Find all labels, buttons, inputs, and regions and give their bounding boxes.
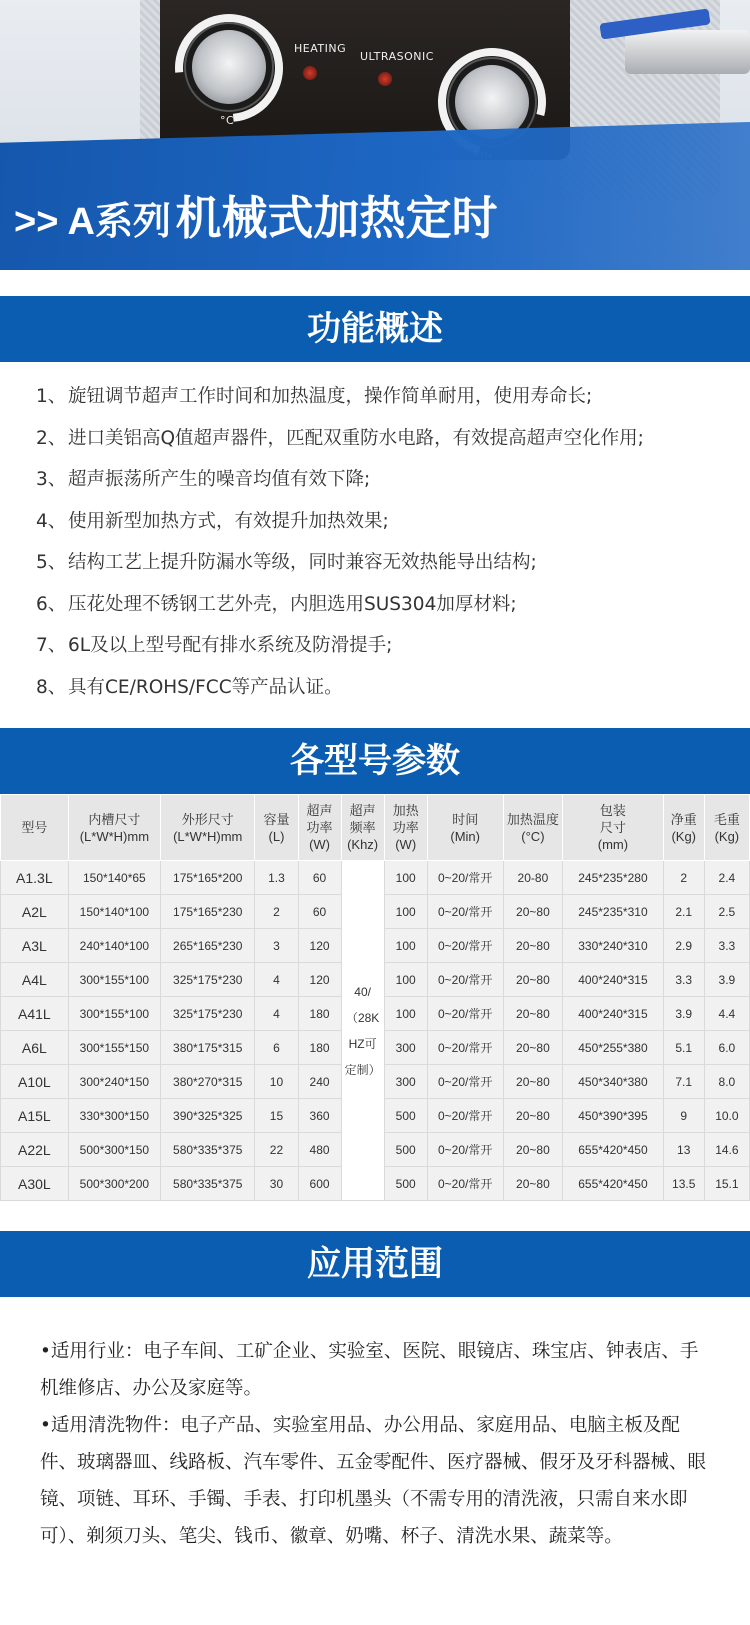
table-cell: 6.0 [704,1031,749,1065]
feature-text: 具有CE/ROHS/FCC等产品认证。 [68,676,343,698]
feature-item [36,507,750,549]
table-cell: 300*155*100 [68,997,160,1031]
table-cell: 120 [298,963,341,997]
table-cell: 4 [255,997,298,1031]
table-cell: 655*420*450 [563,1133,664,1167]
feature-number: 2、 [36,427,67,449]
table-cell: 0~20/常开 [427,861,503,895]
model-cell: A30L [1,1167,69,1201]
feature-item [36,673,750,715]
applications-heading: 应用范围 [0,1231,750,1297]
table-cell: 20~80 [503,1133,563,1167]
table-cell: 0~20/常开 [427,1099,503,1133]
table-cell: 300*240*150 [68,1065,160,1099]
table-header-cell: 超声 功率 (W) [298,795,341,861]
table-cell: 30 [255,1167,298,1201]
feature-text: 结构工艺上提升防漏水等级，同时兼容无效热能导出结构; [68,552,537,573]
features-heading: 功能概述 [0,296,750,362]
table-header-cell: 净重 (Kg) [663,795,704,861]
table-cell: 500*300*150 [68,1133,160,1167]
temperature-unit-label: °C [220,114,235,127]
table-cell: 380*175*315 [161,1031,255,1065]
table-cell: 20~80 [503,895,563,929]
table-cell: 240 [298,1065,341,1099]
table-cell: 3 [255,929,298,963]
table-cell: 3.3 [704,929,749,963]
table-cell: 500 [384,1099,427,1133]
table-cell: 15.1 [704,1167,749,1201]
table-cell: 2 [255,895,298,929]
hero-banner [0,0,750,270]
table-cell: 150*140*65 [68,861,160,895]
table-cell: 20~80 [503,1099,563,1133]
table-cell: 20~80 [503,1167,563,1201]
table-cell: 500*300*200 [68,1167,160,1201]
table-cell: 450*390*395 [563,1099,664,1133]
table-cell: 0~20/常开 [427,895,503,929]
table-cell: 180 [298,997,341,1031]
table-cell: 500 [384,1167,427,1201]
feature-number: 5、 [36,552,67,573]
table-cell: 325*175*230 [161,963,255,997]
features-list [0,362,750,728]
ultrasonic-indicator-lamp [378,72,392,86]
table-cell: 22 [255,1133,298,1167]
table-header-row [1,795,750,861]
spacer [0,270,750,296]
feature-text: 6L及以上型号配有排水系统及防滑提手; [68,635,393,656]
temperature-knob [192,30,266,104]
feature-item [36,631,750,673]
feature-text: 使用新型加热方式，有效提升加热效果; [68,510,389,532]
model-cell: A4L [1,963,69,997]
table-cell: 500 [384,1133,427,1167]
table-cell: 0~20/常开 [427,1167,503,1201]
feature-number: 4、 [36,510,67,532]
table-cell: 15 [255,1099,298,1133]
table-header-cell: 时间 (Min) [427,795,503,861]
table-cell: 100 [384,861,427,895]
table-cell: 5.1 [663,1031,704,1065]
feature-number: 6、 [36,593,67,615]
table-cell: 20~80 [503,1065,563,1099]
table-cell: 390*325*325 [161,1099,255,1133]
table-cell: 330*240*310 [563,929,664,963]
table-cell: 380*270*315 [161,1065,255,1099]
params-table [0,794,750,1201]
table-cell: 1.3 [255,861,298,895]
heating-label: HEATING [294,42,347,55]
table-cell: 100 [384,895,427,929]
application-item: •适用行业：电子车间、工矿企业、实验室、医院、眼镜店、珠宝店、钟表店、手机维修店、办公及家庭等。 [40,1341,699,1399]
feature-item [36,548,750,590]
table-cell: 0~20/常开 [427,997,503,1031]
table-cell: 10.0 [704,1099,749,1133]
feature-text: 超声振荡所产生的噪音均值有效下降; [68,469,371,490]
table-row [1,861,750,895]
feature-number: 7、 [36,635,67,656]
table-cell: 9 [663,1099,704,1133]
table-cell: 10 [255,1065,298,1099]
table-header-cell: 毛重 (Kg) [704,795,749,861]
table-cell: 8.0 [704,1065,749,1099]
feature-number: 8、 [36,676,67,698]
table-cell: 330*300*150 [68,1099,160,1133]
table-cell: 300 [384,1031,427,1065]
table-header-cell: 内槽尺寸 (L*W*H)mm [68,795,160,861]
drain-valve-image [625,30,750,74]
table-cell: 2.5 [704,895,749,929]
table-cell: 400*240*315 [563,997,664,1031]
table-header-cell: 型号 [1,795,69,861]
table-cell: 20~80 [503,929,563,963]
table-cell: 4.4 [704,997,749,1031]
table-cell: 3.3 [663,963,704,997]
table-cell: 20~80 [503,1031,563,1065]
hero-title-prefix: >> A系列 [14,201,171,243]
table-cell: 0~20/常开 [427,929,503,963]
feature-text: 压花处理不锈钢工艺外壳，内胆选用SUS304加厚材料; [68,593,517,615]
model-cell: A3L [1,929,69,963]
feature-text: 旋钮调节超声工作时间和加热温度，操作简单耐用，使用寿命长; [68,386,593,407]
feature-text: 进口美铝高Q值超声器件，匹配双重防水电路，有效提高超声空化作用; [68,427,644,449]
applications-list [0,1297,750,1555]
table-cell: 450*255*380 [563,1031,664,1065]
model-cell: A6L [1,1031,69,1065]
model-cell: A22L [1,1133,69,1167]
table-cell: 20-80 [503,861,563,895]
hero-title [14,182,497,248]
table-cell: 3.9 [704,963,749,997]
table-cell: 2.9 [663,929,704,963]
table-cell: 120 [298,929,341,963]
table-cell: 300*155*100 [68,963,160,997]
feature-number: 1、 [36,386,67,407]
table-cell: 60 [298,861,341,895]
feature-item [36,590,750,632]
hero-title-main: 机械式加热定时 [175,192,498,244]
table-cell: 450*340*380 [563,1065,664,1099]
ultrasonic-label: ULTRASONIC [360,50,434,63]
table-cell: 360 [298,1099,341,1133]
table-header-cell: 超声 频率 (Khz) [341,795,384,861]
table-cell: 2 [663,861,704,895]
table-cell: 13.5 [663,1167,704,1201]
table-cell: 0~20/常开 [427,1065,503,1099]
feature-item [36,465,750,507]
table-cell: 580*335*375 [161,1133,255,1167]
table-header-cell: 加热温度 (°C) [503,795,563,861]
table-cell: 4 [255,963,298,997]
table-body [1,861,750,1201]
feature-number: 3、 [36,469,67,490]
table-cell: 2.1 [663,895,704,929]
table-header-cell: 外形尺寸 (L*W*H)mm [161,795,255,861]
heating-indicator-lamp [303,66,317,80]
table-header-cell: 加热 功率 (W) [384,795,427,861]
table-cell: 3.9 [663,997,704,1031]
application-item: •适用清洗物件：电子产品、实验室用品、办公用品、家庭用品、电脑主板及配件、玻璃器皿、线路板、汽车零件、五金零配件、医疗器械、假牙及牙科器械、眼镜、项链、耳环、手镯、手表、打印机墨头（不需专用的清洗液，只需自来水即可）、剃须刀头、笔尖、钱币、徽章、奶嘴、杯子、清洗水果、蔬菜等。 [40,1415,707,1547]
table-cell: 265*165*230 [161,929,255,963]
table-cell: 175*165*200 [161,861,255,895]
table-cell: 245*235*310 [563,895,664,929]
table-cell: 480 [298,1133,341,1167]
table-cell: 300 [384,1065,427,1099]
timer-knob [455,65,529,139]
feature-item [36,424,750,466]
table-cell: 100 [384,963,427,997]
table-cell: 7.1 [663,1065,704,1099]
table-cell: 100 [384,929,427,963]
table-cell: 180 [298,1031,341,1065]
table-cell: 60 [298,895,341,929]
table-cell: 600 [298,1167,341,1201]
table-header-cell: 容量 (L) [255,795,298,861]
table-cell: 400*240*315 [563,963,664,997]
model-cell: A2L [1,895,69,929]
table-cell: 20~80 [503,963,563,997]
feature-item [36,382,750,424]
model-cell: A1.3L [1,861,69,895]
table-cell: 150*140*100 [68,895,160,929]
table-cell: 13 [663,1133,704,1167]
frequency-cell: 40/ （28K HZ可 定制） [341,861,384,1201]
table-cell: 175*165*230 [161,895,255,929]
table-cell: 20~80 [503,997,563,1031]
table-cell: 240*140*100 [68,929,160,963]
table-header-cell: 包装 尺寸 (mm) [563,795,664,861]
model-cell: A10L [1,1065,69,1099]
table-cell: 14.6 [704,1133,749,1167]
spacer [0,1201,750,1231]
table-cell: 245*235*280 [563,861,664,895]
table-cell: 655*420*450 [563,1167,664,1201]
table-cell: 0~20/常开 [427,1031,503,1065]
table-cell: 100 [384,997,427,1031]
table-cell: 2.4 [704,861,749,895]
table-cell: 0~20/常开 [427,1133,503,1167]
table-cell: 300*155*150 [68,1031,160,1065]
table-cell: 0~20/常开 [427,963,503,997]
table-cell: 6 [255,1031,298,1065]
table-cell: 580*335*375 [161,1167,255,1201]
model-cell: A41L [1,997,69,1031]
table-cell: 325*175*230 [161,997,255,1031]
model-cell: A15L [1,1099,69,1133]
params-heading: 各型号参数 [0,728,750,794]
